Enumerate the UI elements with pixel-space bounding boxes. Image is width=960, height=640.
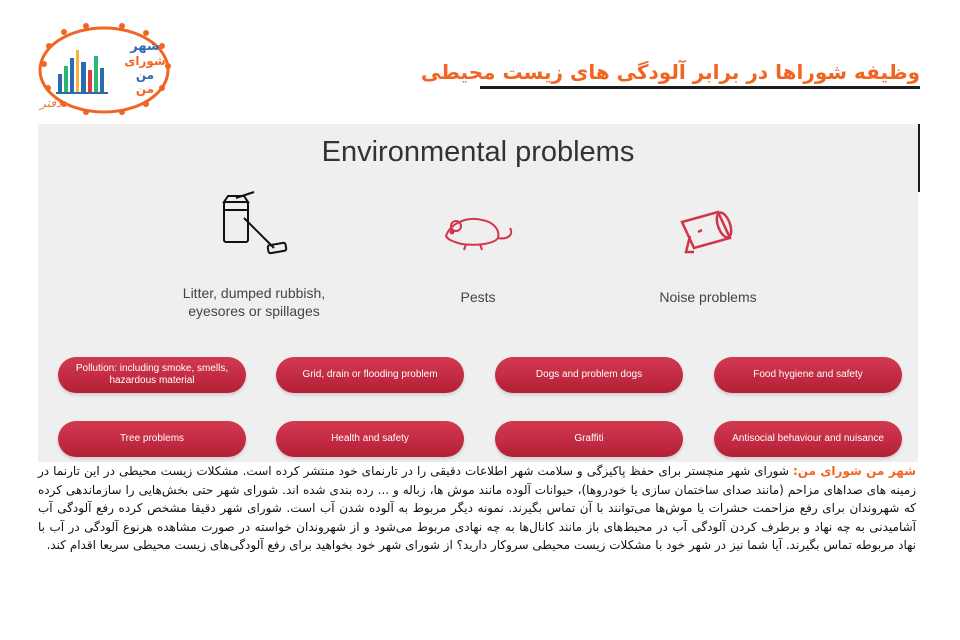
health-safety-button[interactable]: Health and safety	[276, 421, 464, 457]
panel-edge-line	[918, 124, 920, 192]
environmental-problems-panel	[38, 124, 918, 462]
logo-subtext: دفتر	[40, 96, 62, 110]
tree-problems-button[interactable]: Tree problems	[58, 421, 246, 457]
dogs-button[interactable]: Dogs and problem dogs	[495, 357, 683, 393]
antisocial-button[interactable]: Antisocial behaviour and nuisance	[714, 421, 902, 457]
feature-litter-label: Litter, dumped rubbish, eyesores or spillages	[182, 285, 326, 319]
panel-title: Environmental problems	[321, 136, 635, 168]
feature-pests[interactable]	[418, 188, 538, 306]
feature-pests-label: Pests	[460, 289, 496, 305]
logo-word-my-2: من	[135, 82, 155, 96]
pollution-button[interactable]: Pollution: including smoke, smells, hazardous material	[58, 357, 246, 393]
feature-noise-label: Noise problems	[659, 289, 757, 305]
megaphone-icon	[668, 202, 748, 262]
rat-icon	[436, 202, 520, 262]
logo-word-city: شهر	[130, 39, 160, 54]
feature-litter[interactable]	[178, 188, 330, 320]
graffiti-button[interactable]: Graffiti	[495, 421, 683, 457]
logo-word-my: من	[135, 68, 155, 82]
logo-word-council: شورای	[124, 54, 166, 68]
drain-flooding-button[interactable]: Grid, drain or flooding problem	[276, 357, 464, 393]
page-title: وظیفه شوراها در برابر آلودگی های زیست محیطی	[420, 60, 920, 84]
article-lead: شهر من شورای من:	[792, 464, 916, 478]
feature-noise[interactable]	[638, 188, 778, 306]
title-underline	[480, 86, 920, 89]
article-paragraph	[38, 462, 916, 555]
food-hygiene-button[interactable]: Food hygiene and safety	[714, 357, 902, 393]
article-body: شورای شهر منچستر برای حفظ پاکیزگی و سلامت شهر اطلاعات دقیقی را در تارنمای خود منتشر کرده است. مشکلات زیست محیطی در این تارنما در زمینه های صداهای مزاحم (مانند صدای ساختمان سازی یا خودروها)، حیوانات آلوده مانند موش ها، زباله و ... رده بندی شده اند. شورای شهر حتی بخش‌هایی را سازماندهی کرده که شهروندان برای رفع مزاحمت حشرات یا موش‌ها می‌توانند با آن تماس بگیرند. نمونه دیگر مربوط به آلوده شدن آب است. شورای شهر دقیقا مشخص کرده رفع آلودگی آب آشامیدنی به چه نهاد و برطرف کردن آلودگی آب در محیط‌های باز مانند کانال‌ها به چه نهادی مربوط می‌شود و از شهروندان خواسته در صورت مشاهده هرنوع آلودگی در آب با نهاد مربوطه تماس بگیرند. آیا شما نیز در شهر خود با مشکلات زیست محیطی سروکار دارید؟ از شورای شهر خود بخواهید برای رفع آلودگی‌های زیست محیطی سریعا اقدام کند.	[38, 464, 916, 553]
litter-icon	[214, 188, 294, 268]
